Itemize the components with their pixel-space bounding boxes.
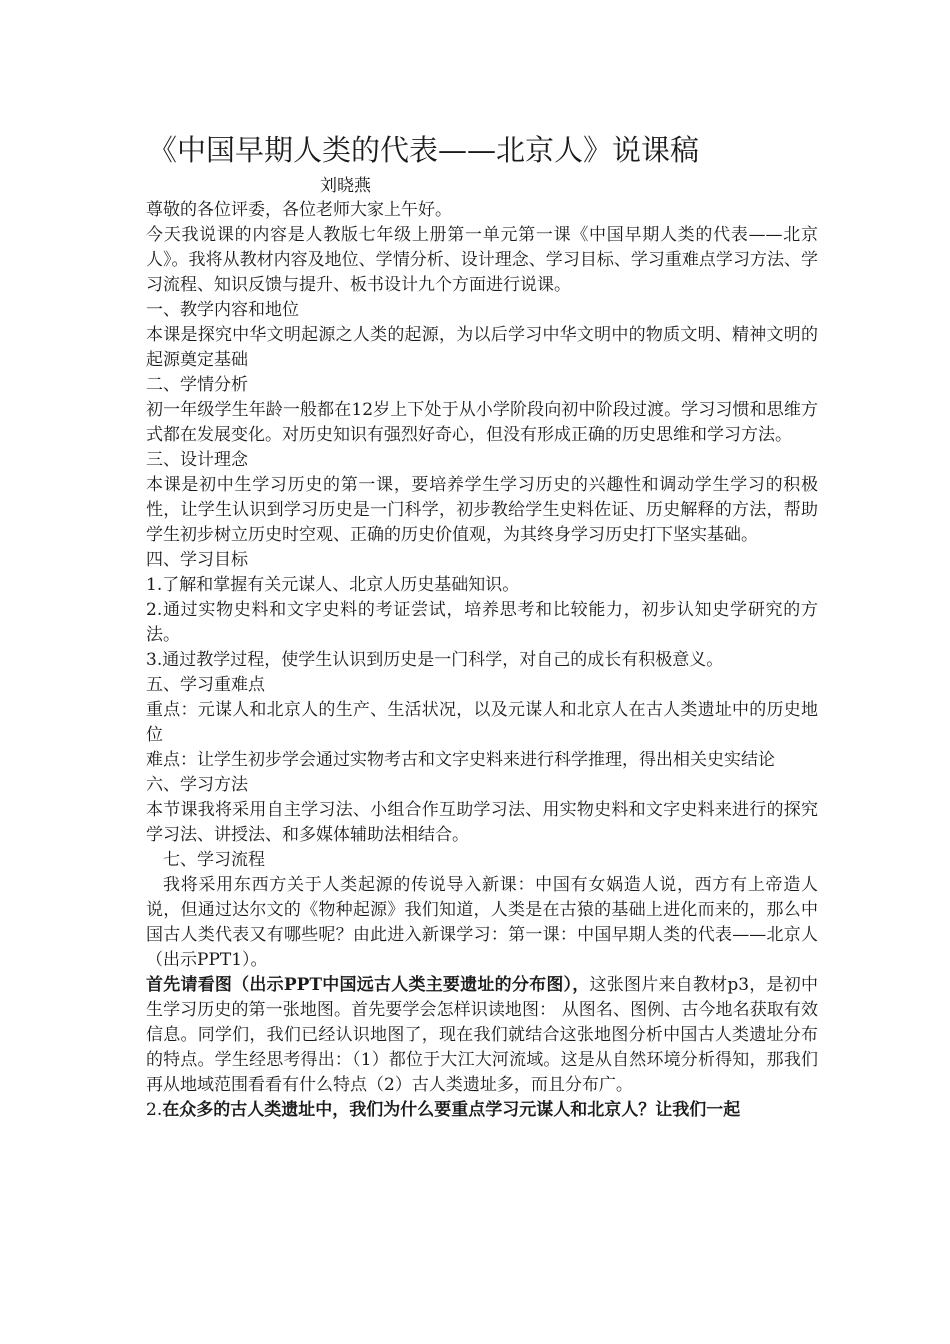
question-paragraph (146, 1098, 818, 1123)
bold-question-text: 在众多的古人类遗址中，我们为什么要重点学习元谋人和北京人？让我们一起 (162, 1100, 741, 1120)
section-heading: 七、学习流程 (163, 850, 265, 870)
greeting-paragraph: 尊敬的各位评委，各位老师大家上午好。 (146, 200, 452, 220)
body-paragraph: 本课是初中生学习历史的第一课，要培养学生学习历史的兴趣性和调动学生学习的积极性，让学生认识到学习历史是一门科学，初步教给学生史料佐证、历史解释的方法，帮助学生初步树立历史时空观、正确的历史价值观，为其终身学习历史打下坚实基础。 (146, 475, 818, 545)
section-heading: 六、学习方法 (146, 775, 248, 795)
goal-item: 3.通过教学过程，使学生认识到历史是一门科学，对自己的成长有积极意义。 (146, 650, 724, 670)
map-paragraph (146, 973, 818, 1098)
map-paragraph-text: 这张图片来自教材p3，是初中生学习历史的第一张地图。首先要学会怎样识读地图： 从图名、图例、古今地名获取有效信息。同学们，我们已经认识地图了，现在我们就结合这张地图分析中国古人类遗址分布的特点。学生经思考得出：（1）都位于大江大河流域。这是从自然环境分析得知，那我们再从地域范围看看有什么特点（2）古人类遗址多，而且分布广。 (146, 975, 818, 1095)
section-heading: 五、学习重难点 (146, 675, 265, 695)
goal-item: 2.通过实物史料和文字史料的考证尝试，培养思考和比较能力，初步认知史学研究的方法。 (146, 600, 818, 645)
intro-paragraph: 今天我说课的内容是人教版七年级上册第一单元第一课《中国早期人类的代表——北京人》。我将从教材内容及地位、学情分析、设计理念、学习目标、学习重难点学习方法、学习流程、知识反馈与提升、板书设计九个方面进行说课。 (146, 225, 818, 295)
body-paragraph: 难点：让学生初步学会通过实物考古和文字史料来进行科学推理，得出相关史实结论 (146, 750, 775, 770)
document-body (146, 198, 818, 1123)
item-number: 2. (146, 1100, 163, 1120)
section-heading: 三、设计理念 (146, 450, 248, 470)
document-author: 刘晓燕 (320, 176, 371, 196)
section-heading: 一、教学内容和地位 (146, 300, 299, 320)
body-paragraph: 本课是探究中华文明起源之人类的起源，为以后学习中华文明中的物质文明、精神文明的起源奠定基础 (146, 325, 818, 370)
document-title: 《中国早期人类的代表——北京人》说课稿 (148, 133, 700, 167)
goal-item: 1.了解和掌握有关元谋人、北京人历史基础知识。 (146, 575, 520, 595)
body-paragraph: 本节课我将采用自主学习法、小组合作互助学习法、用实物史料和文字史料来进行的探究学习法、讲授法、和多媒体辅助法相结合。 (146, 800, 818, 845)
section-heading: 二、学情分析 (146, 375, 248, 395)
section-heading: 四、学习目标 (146, 550, 248, 570)
body-paragraph: 重点：元谋人和北京人的生产、生活状况，以及元谋人和北京人在古人类遗址中的历史地位 (146, 700, 818, 745)
body-paragraph: 我将采用东西方关于人类起源的传说导入新课：中国有女娲造人说，西方有上帝造人说，但通过达尔文的《物种起源》我们知道，人类是在古猿的基础上进化而来的，那么中国古人类代表又有哪些呢？由此进入新课学习：第一课：中国早期人类的代表——北京人（出示PPT1）。 (146, 875, 818, 970)
bold-lead-text: 首先请看图（出示PPT中国远古人类主要遗址的分布图）， (146, 975, 590, 995)
body-paragraph: 初一年级学生年龄一般都在12岁上下处于从小学阶段向初中阶段过渡。学习习惯和思维方式都在发展变化。对历史知识有强烈好奇心，但没有形成正确的历史思维和学习方法。 (146, 400, 818, 445)
